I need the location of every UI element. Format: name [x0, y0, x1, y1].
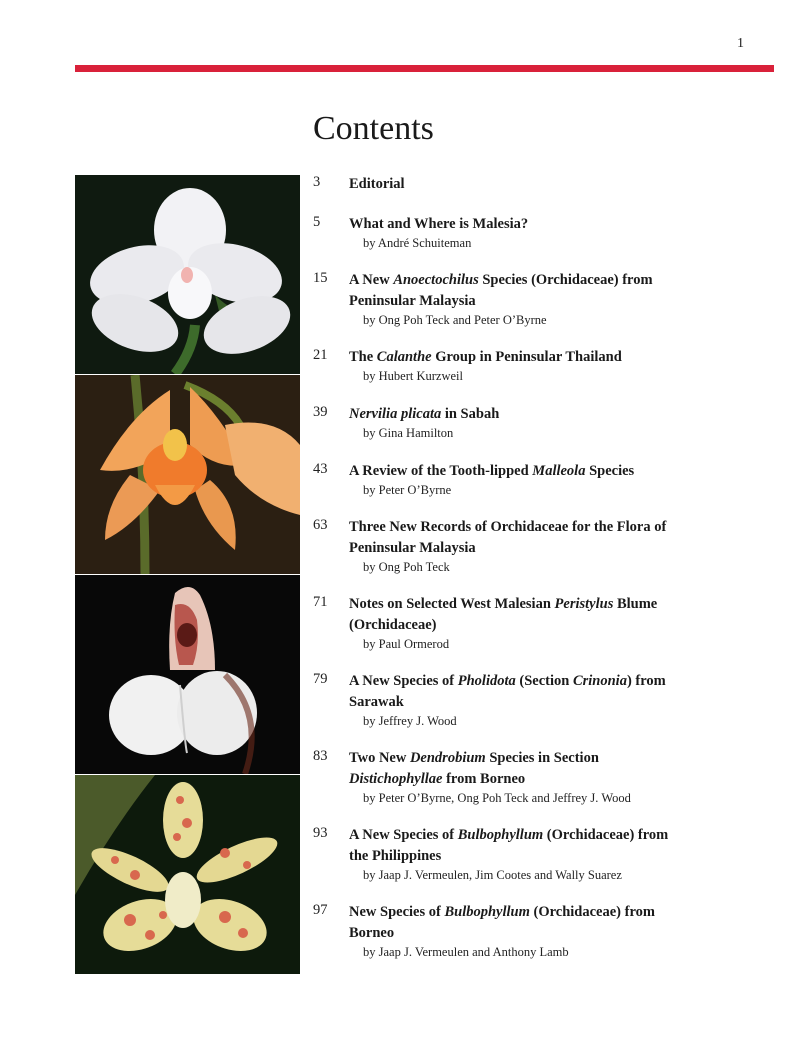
- entry-title: A Review of the Tooth-lipped Malleola Species: [349, 463, 635, 479]
- entry-author: by Ong Poh Teck: [363, 560, 450, 574]
- entry-author: by Paul Ormerod: [363, 637, 450, 651]
- entry-page-number: 39: [313, 404, 328, 420]
- toc-entry[interactable]: [313, 594, 753, 653]
- toc-entry[interactable]: [313, 404, 753, 442]
- entry-title: What and Where is Malesia?: [349, 216, 529, 232]
- photo-column: [75, 175, 300, 975]
- entry-author: by Gina Hamilton: [363, 426, 454, 440]
- entry-author: by Peter O’Byrne, Ong Poh Teck and Jeffrey J. Wood: [363, 791, 631, 805]
- toc-entry[interactable]: [313, 270, 753, 329]
- entry-title: The Calanthe Group in Peninsular Thailand: [349, 349, 622, 365]
- entry-page-number: 15: [313, 270, 328, 286]
- entry-page-number: 5: [313, 214, 321, 230]
- page-title: Contents: [313, 110, 434, 147]
- entry-page-number: 83: [313, 748, 328, 764]
- entry-title: Nervilia plicata in Sabah: [349, 406, 500, 422]
- toc-entry[interactable]: [313, 214, 753, 252]
- toc-entry[interactable]: [313, 902, 753, 961]
- entry-page-number: 63: [313, 517, 328, 533]
- toc-entry[interactable]: [313, 748, 753, 807]
- entry-page-number: 71: [313, 594, 328, 610]
- page-number: 1: [737, 36, 744, 51]
- entry-author: by Jaap J. Vermeulen and Anthony Lamb: [363, 945, 569, 959]
- white-orchid-photo: [75, 175, 300, 374]
- orange-orchid-photo: [75, 375, 300, 574]
- white-velvet-orchid-photo: [75, 575, 300, 774]
- entry-title: Three New Records of Orchidaceae for the Flora of Peninsular Malaysia: [349, 519, 667, 556]
- entry-page-number: 43: [313, 461, 328, 477]
- entry-page-number: 79: [313, 671, 328, 687]
- header-rule: [75, 65, 774, 72]
- toc-entry[interactable]: [313, 347, 753, 385]
- entry-author: by Jeffrey J. Wood: [363, 714, 457, 728]
- spotted-yellow-orchid-photo: [75, 775, 300, 974]
- entry-title: Notes on Selected West Malesian Peristylus Blume (Orchidaceae): [349, 596, 658, 633]
- entry-page-number: 93: [313, 825, 328, 841]
- toc-entry[interactable]: [313, 174, 753, 195]
- entry-title: A New Species of Bulbophyllum (Orchidaceae) from the Philippines: [349, 827, 669, 864]
- entry-author: by Jaap J. Vermeulen, Jim Cootes and Wally Suarez: [363, 868, 622, 882]
- toc-entry[interactable]: [313, 461, 753, 499]
- toc-entry[interactable]: [313, 671, 753, 730]
- entry-page-number: 97: [313, 902, 328, 918]
- toc-entry[interactable]: [313, 517, 753, 576]
- entry-page-number: 21: [313, 347, 328, 363]
- entry-title: Editorial: [349, 176, 405, 192]
- entry-author: by Ong Poh Teck and Peter O’Byrne: [363, 313, 547, 327]
- entry-title: A New Anoectochilus Species (Orchidaceae) from Peninsular Malaysia: [349, 272, 653, 309]
- entry-author: by André Schuiteman: [363, 236, 472, 250]
- entry-title: New Species of Bulbophyllum (Orchidaceae) from Borneo: [349, 904, 655, 941]
- entry-title: Two New Dendrobium Species in Section Distichophyllae from Borneo: [349, 750, 599, 787]
- entry-title: A New Species of Pholidota (Section Crinonia) from Sarawak: [349, 673, 666, 710]
- entry-author: by Peter O’Byrne: [363, 483, 452, 497]
- toc-entry[interactable]: [313, 825, 753, 884]
- entry-author: by Hubert Kurzweil: [363, 369, 463, 383]
- entry-page-number: 3: [313, 174, 321, 190]
